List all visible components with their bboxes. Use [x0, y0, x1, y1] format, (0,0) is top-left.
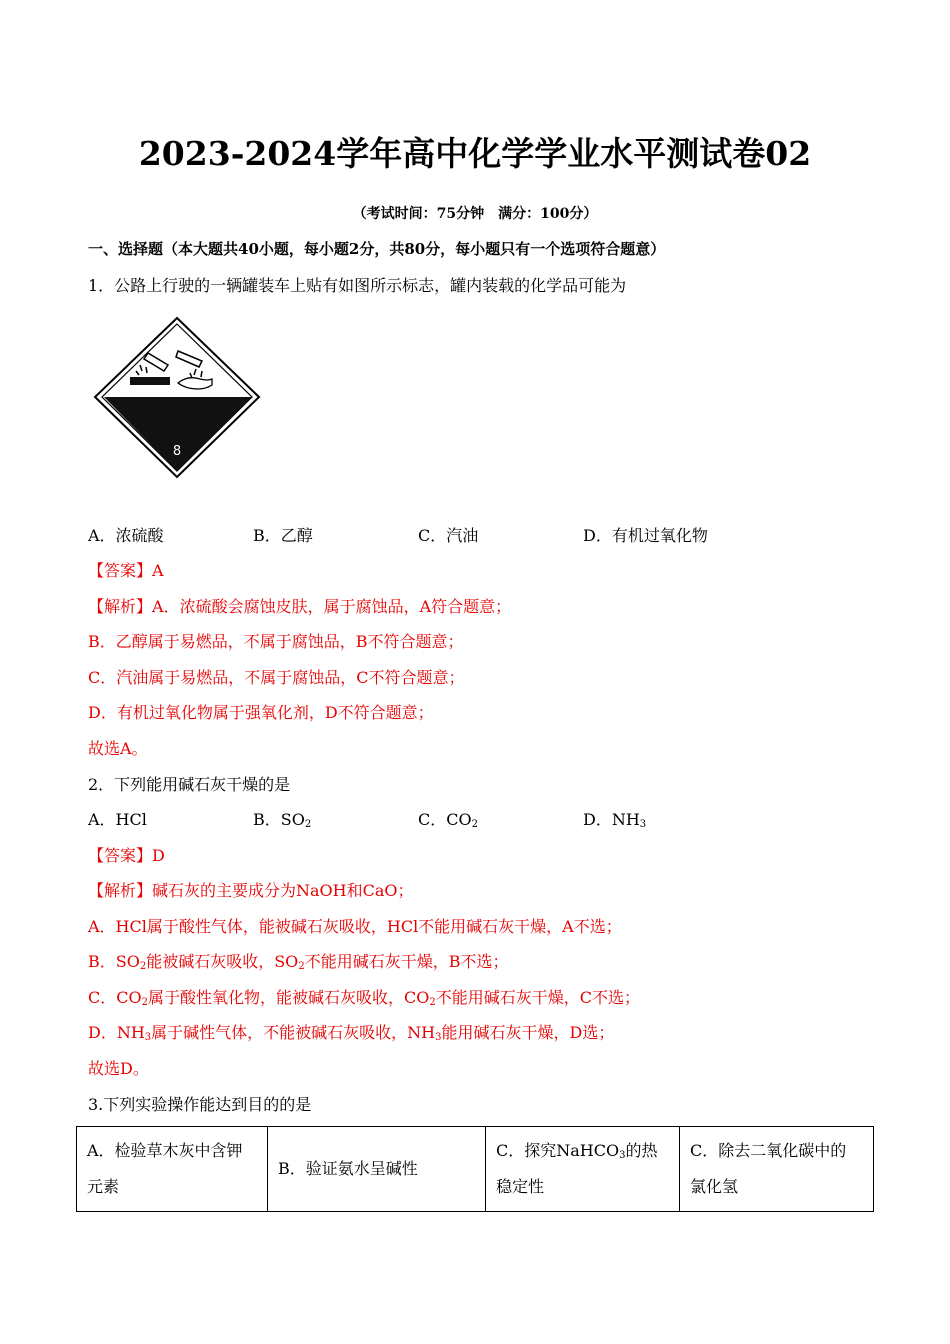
exam-info: （考试时间：75分钟 满分：100分） — [352, 206, 598, 222]
answer-tag: 【答案】 — [88, 846, 153, 865]
q1-analysis-c: C．汽油属于易燃品，不属于腐蚀品，C不符合题意； — [88, 668, 465, 687]
q2-analysis-intro — [88, 880, 414, 902]
q2-analysis-c: C．$CO_2$属于酸性氧化物，能被碱石灰吸收，$CO_2$不能用碱石灰干燥，C不选； — [88, 988, 640, 1008]
q1-option-c: C．汽油 — [418, 526, 479, 545]
q2-analysis-d: D．$NH_3$属于碱性气体，不能被碱石灰吸收，$NH_3$能用碱石灰干燥，D选； — [88, 1023, 615, 1043]
analysis-tag: 【解析】 — [88, 597, 153, 616]
q2-option-b: B．$SO_2$ — [253, 810, 312, 830]
q1-answer — [88, 560, 164, 582]
q2-option-c: C．$CO_2$ — [418, 810, 478, 830]
q1-option-b: B．乙醇 — [253, 526, 313, 545]
analysis-text: A．浓硫酸会腐蚀皮肤，属于腐蚀品，A符合题意； — [152, 597, 512, 616]
question-3-stem: 3.下列实验操作能达到目的的是 — [88, 1095, 312, 1114]
q3-option-c: C．探究NaHCO$_3$的热 稳定性 — [486, 1127, 680, 1212]
q3-option-d: C．除去二氧化碳中的 氯化氢 — [680, 1127, 874, 1212]
q2-option-a: A．HCl — [88, 810, 147, 829]
q2-option-d: D．$NH_3$ — [583, 810, 647, 830]
question-1-stem: 1．公路上行驶的一辆罐装车上贴有如图所示标志，罐内装载的化学品可能为 — [88, 276, 627, 295]
question-2-stem: 2．下列能用碱石灰干燥的是 — [88, 775, 291, 794]
q3-options-table — [76, 1126, 874, 1212]
q3-option-b: B．验证氨水呈碱性 — [268, 1127, 486, 1212]
q2-analysis-a: A．HCl属于酸性气体，能被碱石灰吸收，HCl不能用碱石灰干燥，A不选； — [88, 917, 622, 936]
answer-tag: 【答案】 — [88, 561, 153, 580]
q1-conclusion: 故选A。 — [88, 739, 148, 758]
q2-conclusion: 故选D。 — [88, 1059, 149, 1078]
hazard-class-number: 8 — [172, 444, 182, 459]
answer-value: D — [152, 846, 165, 865]
q1-option-d: D．有机过氧化物 — [583, 526, 708, 545]
q1-analysis-a — [88, 596, 511, 618]
section-heading: 一、选择题（本大题共40小题，每小题2分，共80分，每小题只有一个选项符合题意） — [88, 240, 666, 258]
answer-value: A — [152, 561, 164, 580]
analysis-tag: 【解析】 — [88, 881, 153, 900]
q2-analysis-b: B．$SO_2$能被碱石灰吸收，$SO_2$不能用碱石灰干燥，B不选； — [88, 952, 509, 972]
corrosive-hazard-sign-icon — [92, 315, 262, 480]
q2-answer — [88, 845, 165, 867]
analysis-text: 碱石灰的主要成分为NaOH和CaO； — [152, 881, 414, 900]
q1-analysis-b: B．乙醇属于易燃品，不属于腐蚀品，B不符合题意； — [88, 632, 464, 651]
q3-option-a: A．检验草木灰中含钾 元素 — [77, 1127, 268, 1212]
q1-analysis-d: D．有机过氧化物属于强氧化剂，D不符合题意； — [88, 703, 434, 722]
page-title: 2023-2024学年高中化学学业水平测试卷02 — [138, 134, 812, 173]
q1-option-a: A．浓硫酸 — [88, 526, 164, 545]
